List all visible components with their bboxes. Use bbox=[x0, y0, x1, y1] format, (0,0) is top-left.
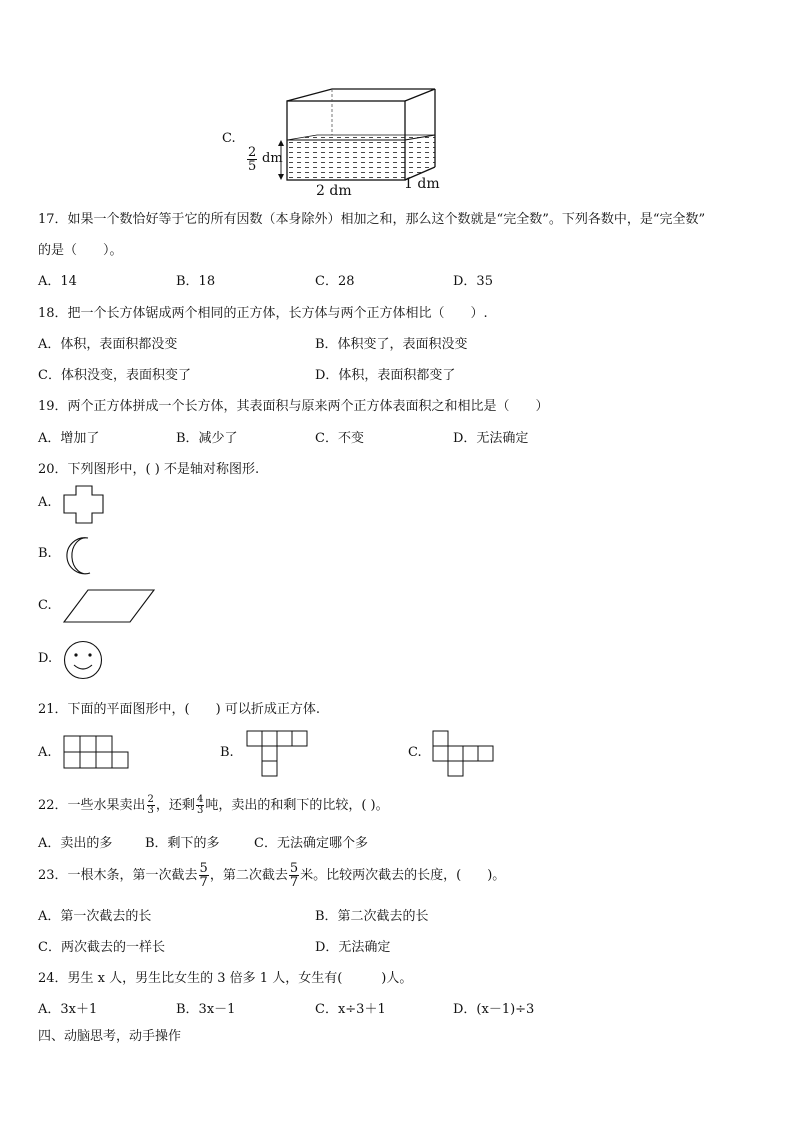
q17-option-d: D．35 bbox=[453, 274, 493, 289]
q23-option-a: A．第一次截去的长 bbox=[38, 909, 152, 924]
q19-option-b: B．减少了 bbox=[176, 431, 238, 446]
parallelogram-icon bbox=[62, 588, 158, 624]
q21-label-a: A. bbox=[38, 745, 52, 760]
q24-option-b: B．3x－1 bbox=[176, 1002, 236, 1017]
cube-net-a-icon bbox=[63, 735, 133, 771]
q23-option-b: B．第二次截去的长 bbox=[315, 909, 429, 924]
width-label: 2 dm bbox=[316, 183, 352, 199]
q18-option-c: C．体积没变，表面积变了 bbox=[38, 368, 191, 383]
height-unit: dm bbox=[262, 151, 283, 166]
cross-shape-icon bbox=[62, 485, 106, 525]
cube-net-c-icon bbox=[432, 730, 496, 778]
cube-net-b-icon bbox=[246, 730, 310, 778]
q17-option-c: C．28 bbox=[315, 274, 355, 289]
q19-option-d: D．无法确定 bbox=[453, 431, 529, 446]
q21-stem: 21．下面的平面图形中，( ) 可以折成正方体. bbox=[38, 702, 320, 717]
q23-option-d: D．无法确定 bbox=[315, 940, 391, 955]
q21-label-c: C. bbox=[408, 745, 422, 760]
water-prism-diagram bbox=[0, 0, 794, 200]
section-4-heading: 四、动脑思考，动手操作 bbox=[38, 1029, 182, 1044]
q20-label-b: B. bbox=[38, 546, 52, 561]
depth-label: 1 dm bbox=[404, 176, 440, 192]
q20-stem: 20．下列图形中，( ) 不是轴对称图形. bbox=[38, 462, 260, 477]
figure-option-label: C. bbox=[222, 131, 236, 146]
q17-stem-line2: 的是（ ）。 bbox=[38, 243, 123, 258]
q18-option-d: D．体积，表面积都变了 bbox=[315, 368, 456, 383]
q19-option-a: A．增加了 bbox=[38, 431, 100, 446]
q24-option-c: C．x÷3＋1 bbox=[315, 1002, 386, 1017]
q17-stem-line1: 17．如果一个数恰好等于它的所有因数（本身除外）相加之和，那么这个数就是“完全数”。下列各数中，是“完全数” bbox=[38, 212, 706, 227]
q20-label-c: C. bbox=[38, 598, 52, 613]
q24-option-a: A．3x＋1 bbox=[38, 1002, 98, 1017]
q22-option-b: B．剩下的多 bbox=[145, 836, 220, 851]
q22-option-c: C．无法确定哪个多 bbox=[254, 836, 368, 851]
q18-option-b: B．体积变了，表面积没变 bbox=[315, 337, 468, 352]
smiley-face-icon bbox=[62, 640, 104, 680]
q24-stem: 24．男生 x 人，男生比女生的 3 倍多 1 人，女生有( )人。 bbox=[38, 971, 413, 986]
q23-option-c: C．两次截去的一样长 bbox=[38, 940, 165, 955]
q22-stem: 22．一些水果卖出 $\frac{2}{3}$ ，还剩 $\frac{4}{3}$ 吨，卖出的和剩下的比较，( )。 bbox=[38, 794, 389, 816]
q23-stem: 23．一根木条，第一次截去 $\frac{5}{7}$ ，第二次截去 $\frac{5}{7}$ 米。比较两次截去的长度，( )。 bbox=[38, 861, 506, 890]
q19-option-c: C．不变 bbox=[315, 431, 364, 446]
height-fraction: $\frac{2}{5}$ bbox=[248, 145, 257, 174]
q20-label-a: A. bbox=[38, 495, 52, 510]
q24-option-d: D．(x－1)÷3 bbox=[453, 1002, 535, 1017]
q17-option-b: B．18 bbox=[176, 274, 216, 289]
q18-stem: 18．把一个长方体锯成两个相同的正方体，长方体与两个正方体相比（ ）. bbox=[38, 306, 488, 321]
q21-label-b: B. bbox=[220, 745, 234, 760]
q20-label-d: D. bbox=[38, 651, 53, 666]
q17-option-a: A．14 bbox=[38, 274, 77, 289]
q18-option-a: A．体积，表面积都没变 bbox=[38, 337, 178, 352]
crescent-moon-icon bbox=[62, 536, 96, 576]
q19-stem: 19．两个正方体拼成一个长方体，其表面积与原来两个正方体表面积之和相比是（ ） bbox=[38, 399, 549, 414]
q22-option-a: A．卖出的多 bbox=[38, 836, 113, 851]
